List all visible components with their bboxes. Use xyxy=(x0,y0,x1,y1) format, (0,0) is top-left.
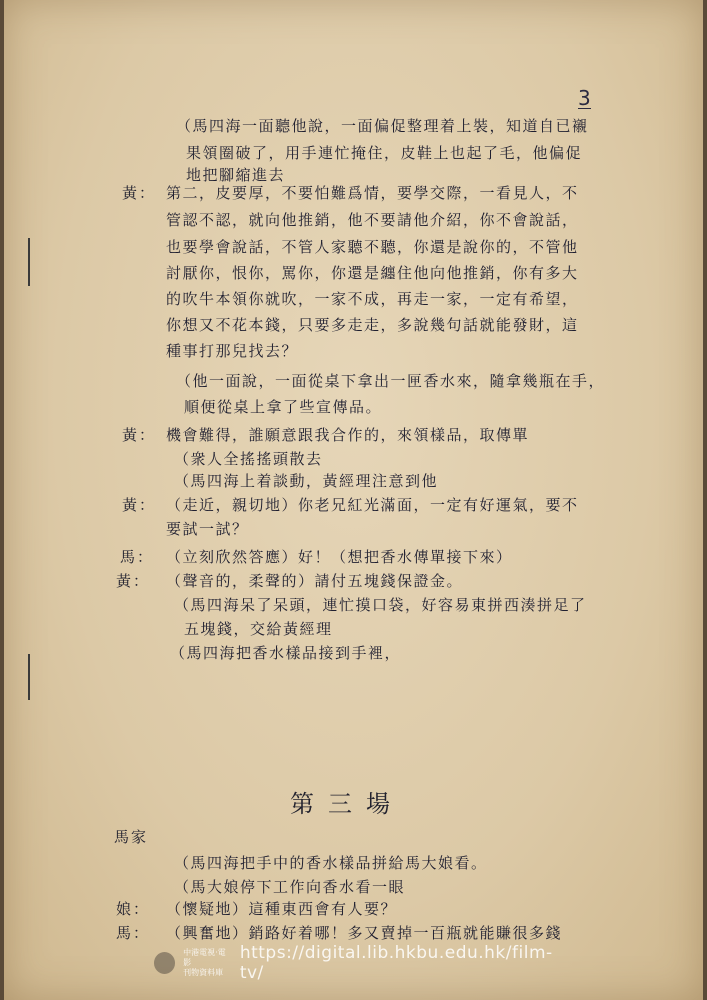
text-line: （他一面說，一面從桌下拿出一匣香水來，隨拿幾瓶在手， xyxy=(176,372,606,390)
speaker-label: 黃： xyxy=(122,184,157,202)
text-line: 種事打那兒找去？ xyxy=(166,342,299,360)
text-line: （走近，親切地）你老兄紅光滿面，一定有好運氣，要不 xyxy=(166,496,579,514)
text-line: 地把腳縮進去 xyxy=(186,166,286,184)
binding-mark xyxy=(28,238,30,286)
text-line: （興奮地）銷路好着哪！多又賣掉一百瓶就能賺很多錢 xyxy=(166,924,563,942)
text-line: 果領圈破了，用手連忙掩住，皮鞋上也起了毛，他偏促 xyxy=(186,144,583,162)
manuscript-page xyxy=(4,0,703,1000)
text-line: （馬四海一面聽他說，一面偏促整理着上裝，知道自已襯 xyxy=(176,117,589,135)
text-line: （衆人全搖搖頭散去 xyxy=(174,450,323,468)
text-line: （馬四海呆了呆頭，連忙摸口袋，好容易東拼西湊拼足了 xyxy=(174,596,587,614)
text-line: （馬四海上着談動，黃經理注意到他 xyxy=(174,472,439,490)
text-line: （立刻欣然答應）好！（想把香水傳單接下來） xyxy=(166,548,513,566)
text-line: （馬大娘停下工作向香水看一眼 xyxy=(174,878,406,896)
archive-url: https://digital.lib.hkbu.edu.hk/film-tv/ xyxy=(239,943,553,983)
text-line: 管認不認，就向他推銷，他不要請他介紹，你不會說話， xyxy=(166,211,579,229)
scene-title: 第三場 xyxy=(290,790,404,818)
text-line: （馬四海把手中的香水樣品拼給馬大娘看。 xyxy=(174,854,488,872)
archive-watermark xyxy=(154,943,564,983)
speaker-label: 馬： xyxy=(116,924,151,942)
speaker-label: 黃： xyxy=(122,426,157,444)
speaker-label: 黃： xyxy=(122,496,157,514)
text-line: 第二，皮要厚，不要怕難爲情，要學交際，一看見人，不 xyxy=(166,184,579,202)
text-line: 順便從桌上拿了些宣傳品。 xyxy=(184,398,383,416)
archive-name xyxy=(183,948,232,978)
speaker-label: 黃： xyxy=(116,572,151,590)
speaker-label: 娘： xyxy=(116,900,151,918)
text-line: 討厭你，恨你，罵你，你還是纏住他向他推銷，你有多大 xyxy=(166,264,579,282)
text-line: （懷疑地）這種東西會有人要？ xyxy=(166,900,398,918)
text-line: 你想又不花本錢，只要多走走，多說幾句話就能發財，這 xyxy=(166,316,579,334)
archive-name-line: 中港電視·電影 xyxy=(183,948,226,967)
binding-mark xyxy=(28,654,30,700)
text-line: （聲音的，柔聲的）請付五塊錢保證金。 xyxy=(166,572,464,590)
scene-setting: 馬家 xyxy=(114,828,149,846)
text-line: （馬四海把香水樣品接到手裡， xyxy=(170,644,402,662)
archive-logo-icon xyxy=(154,952,175,974)
text-line: 也要學會說話，不管人家聽不聽，你還是說你的，不管他 xyxy=(166,238,579,256)
archive-name-line: 刊物資料庫 xyxy=(183,968,224,977)
text-line: 要試一試？ xyxy=(166,520,249,538)
page-number: 3 xyxy=(578,86,591,110)
text-line: 機會難得，誰願意跟我合作的，來領樣品，取傳單 xyxy=(166,426,530,444)
text-line: 的吹牛本領你就吹，一家不成，再走一家，一定有希望， xyxy=(166,290,579,308)
text-line: 五塊錢，交給黃經理 xyxy=(184,620,333,638)
speaker-label: 馬： xyxy=(120,548,155,566)
